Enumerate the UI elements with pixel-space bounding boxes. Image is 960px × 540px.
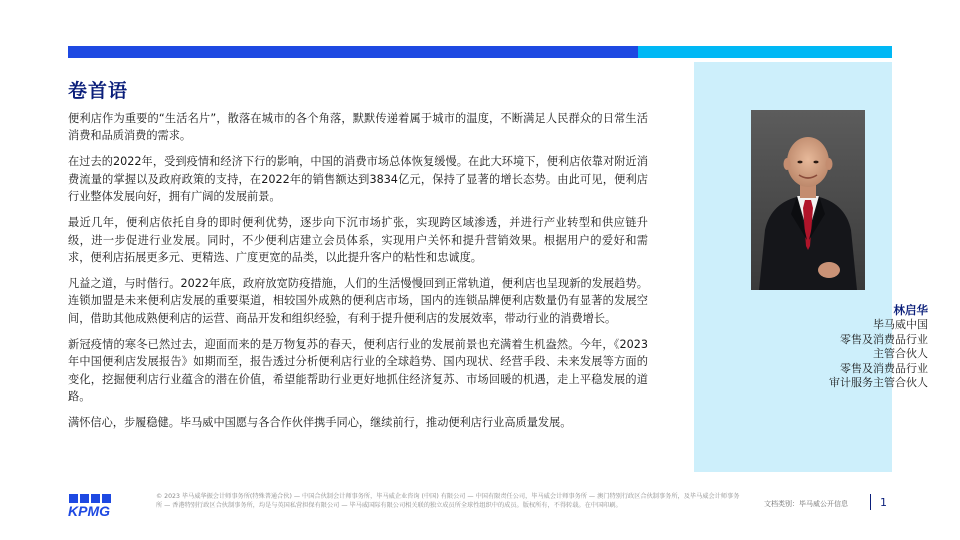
paragraph: 满怀信心，步履稳健。毕马威中国愿与各合作伙伴携手同心，继续前行，推动便利店行业高质量发展。 (68, 416, 572, 430)
paragraph: 最近几年，便利店依托自身的即时便利优势，逐步向下沉市场扩张，实现跨区域渗透，并进行产业转型和供应链升级，进一步促进行业发展。同时，不少便利店建立会员体系，实现用户关怀和提升营销效果。根据用户的爱好和需求，便利店拓展更多元、更精选、广度更宽的品类，以此提升客户的粘性和忠诚度。 (68, 216, 648, 265)
document-classification: 文档类别：毕马威公开信息 (764, 500, 848, 508)
page-number: 1 (880, 496, 887, 509)
author-role: 零售及消费品行业 (840, 332, 928, 346)
paragraph: 新冠疫情的寒冬已然过去，迎面而来的是万物复苏的春天，便利店行业的发展前景也充满着生机盎然。今年，《2023年中国便利店发展报告》如期而至，报告透过分析便利店行业的全球趋势、国内现状、经营手段、未来发展等方面的变化，挖掘便利店行业蕴含的潜在价值，希望能帮助行业更好地抓住经济复苏、市场回暖的机遇，走上平稳发展的道路。 (68, 337, 648, 404)
author-role: 主管合伙人 (873, 347, 928, 361)
author-portrait (751, 110, 865, 290)
paragraph: 便利店作为重要的“生活名片”，散落在城市的各个角落，默默传递着属于城市的温度，不断满足人民群众的日常生活消费和品质消费的需求。 (68, 112, 648, 143)
header-accent-bar-light (638, 46, 892, 58)
kpmg-logo (68, 494, 122, 518)
author-role: 毕马威中国 (873, 318, 928, 331)
author-role: 审计服务主管合伙人 (829, 376, 928, 390)
kpmg-logo-text: KPMG (68, 503, 110, 518)
author-name: 林启华 (893, 303, 928, 317)
footer-legal-notice: © 2023 毕马威华振会计师事务所(特殊普通合伙) — 中国合伙制会计师事务所，毕马威企业咨询 (中国) 有限公司 — 中国有限责任公司，毕马威会计师事务所 — 澳门特别行政区合伙制事务所，及毕马威会计师事务所 — 香港特别行政区合伙制事务所，均是与英国私营担保有限公司 — 毕马威国际有限公司相关联的独立成员所全球性组织中的成员。版权所有，不得转载。在中国印刷。 (156, 493, 740, 509)
author-role: 零售及消费品行业 (840, 361, 928, 375)
footer-divider (870, 494, 871, 510)
paragraph: 凡益之道，与时偕行。2022年底，政府放宽防疫措施，人们的生活慢慢回到正常轨道，便利店也呈现新的发展趋势。连锁加盟是未来便利店发展的重要渠道，相较国外成熟的便利店市场，国内的连锁品牌便利店数量仍有显著的发展空间，借助其他成熟便利店的运营、商品开发和组织经验，有利于提升便利店的发展效率，带动行业的消费增长。 (68, 277, 648, 325)
foreword-body (68, 110, 648, 440)
author-roles (748, 318, 928, 391)
page-title: 卷首语 (68, 80, 129, 102)
paragraph: 在过去的2022年，受到疫情和经济下行的影响，中国的消费市场总体恢复缓慢。在此大环境下，便利店依靠对附近消费流量的掌握以及政府政策的支持，在2022年的销售额达到3834亿元，保持了显著的增长态势。由此可见，便利店行业整体发展向好，拥有广阔的发展前景。 (68, 155, 648, 204)
header-accent-bar (68, 46, 638, 58)
